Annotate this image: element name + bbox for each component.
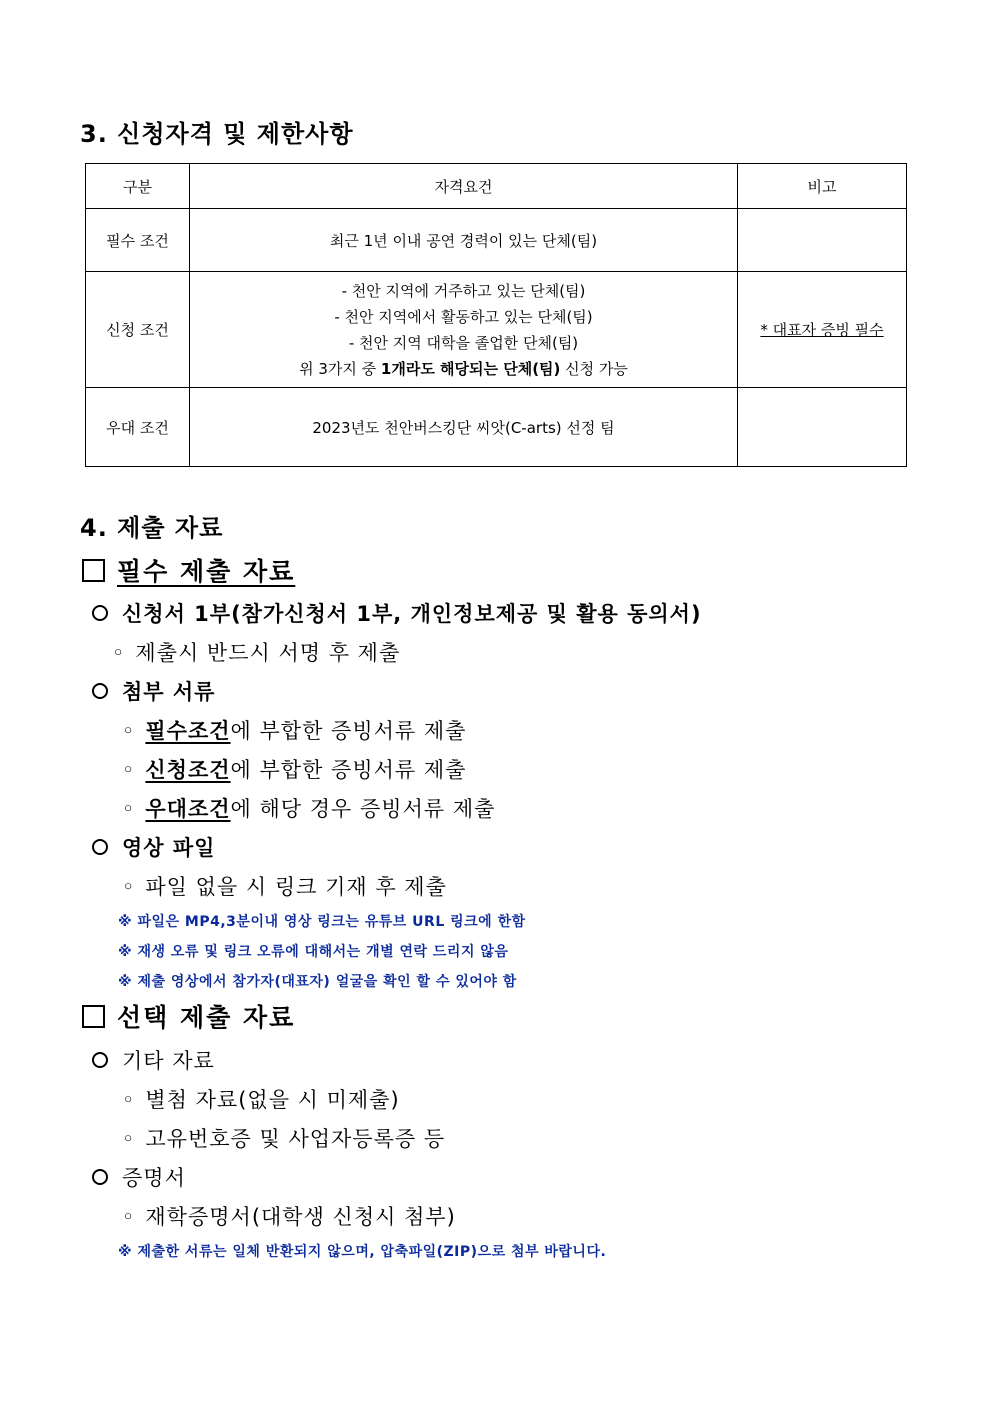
attach-sub1-emph: 필수조건 — [145, 719, 231, 743]
row2-line4-pre: 위 3가지 중 — [299, 359, 381, 378]
checkbox-square-icon — [82, 559, 105, 582]
row1-requirement: 최근 1년 이내 공연 경력이 있는 단체(팀) — [190, 209, 738, 272]
circle-bullet-icon — [92, 683, 108, 699]
video-note3: ※ 제출 영상에서 참가자(대표자) 얼굴을 확인 할 수 있어야 함 — [118, 974, 517, 990]
circle-bullet-icon — [92, 605, 108, 621]
optional-item-certificate-label: 증명서 — [122, 1166, 186, 1190]
required-item-attachments — [92, 676, 215, 706]
attach-sub1-rest: 에 부합한 증빙서류 제출 — [230, 719, 467, 743]
row1-category: 필수 조건 — [86, 209, 190, 272]
list-item — [122, 715, 466, 745]
list-item — [122, 793, 495, 823]
application-sub1: 제출시 반드시 서명 후 제출 — [135, 641, 401, 665]
header-category: 구분 — [86, 164, 190, 209]
list-item — [122, 754, 466, 784]
row1-note — [738, 209, 907, 272]
attach-sub2-rest: 에 부합한 증빙서류 제출 — [230, 758, 467, 782]
small-circle-bullet-icon: ◦ — [122, 1088, 136, 1112]
checkbox-square-icon — [82, 1005, 105, 1028]
circle-bullet-icon — [92, 1052, 108, 1068]
row2-line4-post: 신청 가능 — [560, 359, 628, 378]
small-circle-bullet-icon: ◦ — [122, 1205, 136, 1229]
other-sub1: 별첨 자료(없을 시 미제출) — [145, 1088, 400, 1112]
list-item — [122, 1201, 456, 1231]
small-circle-bullet-icon: ◦ — [122, 875, 136, 899]
required-item-application-label: 신청서 1부(참가신청서 1부, 개인정보제공 및 활용 동의서) — [122, 602, 702, 626]
table-row — [86, 272, 907, 388]
certificate-note1: ※ 제출한 서류는 일체 반환되지 않으며, 압축파일(ZIP)으로 첨부 바랍니다. — [118, 1244, 607, 1260]
row3-category: 우대 조건 — [86, 388, 190, 467]
list-item — [122, 1084, 400, 1114]
required-item-application — [92, 598, 702, 628]
video-sub1: 파일 없을 시 링크 기재 후 제출 — [145, 875, 447, 899]
header-note: 비고 — [738, 164, 907, 209]
required-item-video-label: 영상 파일 — [122, 836, 216, 860]
row2-line3: - 천안 지역 대학을 졸업한 단체(팀) — [348, 333, 579, 352]
row2-requirement — [190, 272, 738, 388]
list-item — [122, 871, 447, 901]
attach-sub3-emph: 우대조건 — [145, 797, 231, 821]
table-header-row — [86, 164, 907, 209]
row2-line4 — [190, 356, 737, 382]
row2-line4-bold: 1개라도 해당되는 단체(팀) — [380, 359, 561, 378]
video-note1: ※ 파일은 MP4,3분이내 영상 링크는 유튜브 URL 링크에 한함 — [118, 914, 526, 930]
list-item — [112, 637, 400, 667]
optional-item-other — [92, 1045, 215, 1075]
row3-requirement: 2023년도 천안버스킹단 씨앗(C-arts) 선정 팀 — [190, 388, 738, 467]
attach-sub2-emph: 신청조건 — [145, 758, 231, 782]
small-circle-bullet-icon: ◦ — [122, 1127, 136, 1151]
list-item — [122, 1123, 445, 1153]
required-item-video — [92, 832, 215, 862]
required-heading-text: 필수 제출 자료 — [117, 557, 296, 586]
small-circle-bullet-icon: ◦ — [112, 641, 126, 665]
optional-heading — [82, 998, 295, 1034]
required-item-attachments-label: 첨부 서류 — [122, 680, 216, 704]
required-heading — [82, 552, 295, 588]
row3-note — [738, 388, 907, 467]
optional-item-other-label: 기타 자료 — [122, 1049, 215, 1073]
small-circle-bullet-icon: ◦ — [122, 758, 136, 782]
row2-line1: - 천안 지역에 거주하고 있는 단체(팀) — [341, 281, 586, 300]
certificate-sub1: 재학증명서(대학생 신청시 첨부) — [145, 1205, 456, 1229]
table-row — [86, 209, 907, 272]
row2-note-text: * 대표자 증빙 필수 — [760, 321, 884, 339]
other-sub2: 고유번호증 및 사업자등록증 등 — [145, 1127, 446, 1151]
optional-item-certificate — [92, 1162, 186, 1192]
row2-line2: - 천안 지역에서 활동하고 있는 단체(팀) — [334, 307, 593, 326]
qualification-table — [85, 163, 907, 467]
attach-sub3-rest: 에 해당 경우 증빙서류 제출 — [230, 797, 496, 821]
small-circle-bullet-icon: ◦ — [122, 797, 136, 821]
row2-category: 신청 조건 — [86, 272, 190, 388]
small-circle-bullet-icon: ◦ — [122, 719, 136, 743]
header-requirement: 자격요건 — [190, 164, 738, 209]
circle-bullet-icon — [92, 839, 108, 855]
row2-note — [738, 272, 907, 388]
optional-heading-text: 선택 제출 자료 — [117, 1003, 296, 1032]
video-note2: ※ 재생 오류 및 링크 오류에 대해서는 개별 연락 드리지 않음 — [118, 944, 509, 960]
table-row — [86, 388, 907, 467]
section3-title: 3. 신청자격 및 제한사항 — [80, 120, 354, 148]
circle-bullet-icon — [92, 1169, 108, 1185]
section4-title: 4. 제출 자료 — [80, 514, 224, 542]
